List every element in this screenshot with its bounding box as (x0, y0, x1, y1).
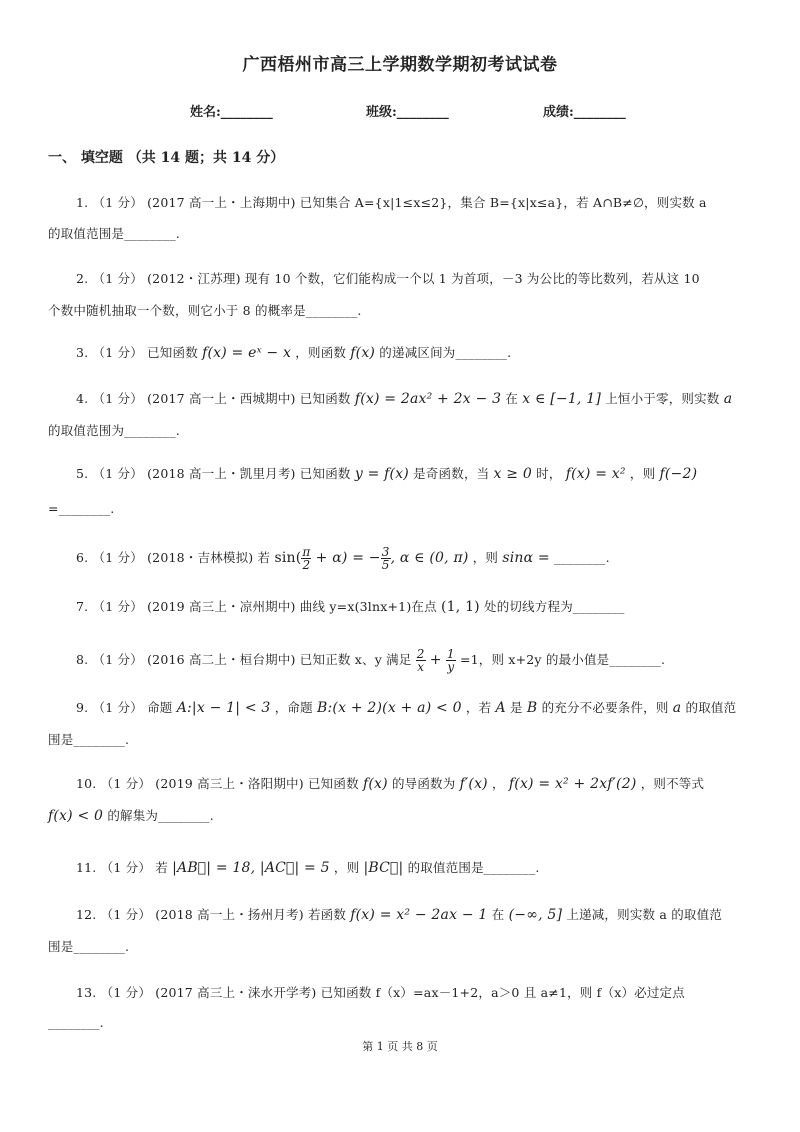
question-9-mid-2: ，若 (465, 700, 492, 715)
page-title: 广西梧州市高三上学期数学期初考试试卷 (242, 55, 558, 75)
name-field-label: 姓名:________ (190, 105, 273, 120)
question-7 (76, 597, 625, 615)
question-4-mid: 在 (505, 391, 519, 406)
question-9-suffix: 的取值范 (685, 700, 737, 715)
question-4-formula-1: f(x) = 2ax² + 2x − 3 (354, 391, 502, 407)
question-8-suffix: =1，则 x+2y 的最小值是________. (459, 652, 666, 667)
question-10-mid-1: 的导函数为 (391, 776, 456, 791)
question-5-mid-2: 时， (536, 466, 562, 481)
question-3-prefix: 3. （1 分） 已知函数 (76, 345, 198, 360)
question-6-formula-a: sin( (274, 550, 302, 566)
question-5-formula-4: f(−2) (659, 466, 698, 482)
question-9-formula-1: A:|x − 1| < 3 (176, 700, 271, 716)
question-12-formula-1: f(x) = x² − 2ax − 1 (350, 907, 488, 923)
question-4-suffix: 上恒小于零，则实数 (605, 391, 720, 406)
question-8-fraction-2-den: y (447, 660, 455, 674)
question-8-fraction-1 (416, 648, 426, 673)
question-6-fraction-2-num: 3 (381, 545, 390, 559)
question-12-mid: 在 (491, 907, 505, 922)
question-10-formula-3: f(x) = x² + 2xf′(2) (508, 776, 637, 792)
question-6-fraction-2-den: 5 (381, 558, 390, 572)
question-10-line-2-text: 的解集为________. (107, 808, 214, 823)
question-5-line-2: =________. (48, 501, 115, 516)
question-6-formula-b: + α) = − (315, 550, 381, 566)
question-9-formula-3: A (495, 700, 506, 716)
question-6-suffix: ________. (554, 550, 610, 565)
question-3 (76, 343, 511, 361)
question-3-mid: ，则函数 (295, 345, 347, 360)
question-11-prefix: 11. （1 分） 若 (76, 860, 168, 875)
question-9-line-2: 围是________. (48, 732, 130, 747)
question-4-formula-3: a (723, 391, 733, 407)
question-8-fraction-2-num: 1 (446, 647, 455, 661)
question-9-formula-2: B:(x + 2)(x + a) < 0 (317, 700, 462, 716)
question-1-line-2: 的取值范围是________. (48, 226, 180, 241)
question-10-formula-4: f(x) < 0 (48, 808, 104, 824)
question-11 (76, 858, 540, 876)
question-12-prefix: 12. （1 分） (2018 高一上・扬州月考) 若函数 (76, 907, 347, 922)
question-13-line-2: ________. (48, 1015, 104, 1030)
question-11-formula-1: |AB⃗| = 18, |AC⃗| = 5 (172, 860, 330, 876)
question-12-formula-2: (−∞, 5] (508, 907, 563, 923)
question-9-mid-1: ，命题 (274, 700, 313, 715)
question-10-formula-2: f′(x) (459, 776, 488, 792)
question-9-prefix: 9. （1 分） 命题 (76, 700, 173, 715)
question-6-formula-c: , α ∈ (0, π) (390, 550, 469, 566)
question-2-line-2: 个数中随机抽取一个数，则它小于 8 的概率是________. (48, 303, 362, 318)
question-3-formula-1: f(x) = eˣ − x (202, 345, 292, 361)
question-3-formula-2: f(x) (350, 345, 376, 361)
question-13-line-1: 13. （1 分） (2017 高三上・涞水开学考) 已知函数 f（x）=ax－1+2，a＞0 且 a≠1，则 f（x）必过定点 (76, 985, 685, 1000)
question-9-formula-5: a (672, 700, 682, 716)
question-5-line-1 (76, 464, 697, 482)
question-12-suffix: 上递减，则实数 a 的取值范 (566, 907, 723, 922)
question-6 (76, 546, 610, 571)
section-heading: 一、 填空题 （共 14 题；共 14 分） (48, 150, 285, 166)
question-7-suffix: 处的切线方程为________ (484, 599, 625, 614)
question-5-formula-1: y = f(x) (354, 466, 409, 482)
question-10-suffix: ，则不等式 (640, 776, 705, 791)
question-4-prefix: 4. （1 分） (2017 高一上・西城期中) 已知函数 (76, 391, 351, 406)
question-6-fraction-1 (301, 546, 311, 571)
question-5-mid-1: 是奇函数，当 (413, 466, 490, 481)
question-1-line-1: 1. （1 分） (2017 高一上・上海期中) 已知集合 A={x|1≤x≤2}，集合 B={x|x≤a}，若 A∩B≠∅，则实数 a (76, 195, 707, 210)
question-4-line-1 (76, 389, 732, 407)
question-8-fraction-2 (446, 648, 456, 673)
question-9-mid-3: 是 (510, 700, 523, 715)
question-4-formula-2: x ∈ [−1, 1] (522, 391, 601, 407)
question-3-suffix: 的递减区间为________. (379, 345, 512, 360)
question-8-fraction-1-num: 2 (416, 647, 425, 661)
question-12-line-1 (76, 905, 722, 923)
question-11-formula-2: |BC⃗| (363, 860, 404, 876)
class-field-label: 班级:________ (366, 105, 449, 120)
question-7-formula-1: (1, 1) (441, 599, 480, 615)
question-10-formula-1: f(x) (362, 776, 388, 792)
question-11-suffix: 的取值范围是________. (407, 860, 540, 875)
question-10-line-1 (76, 774, 704, 792)
question-2-line-1: 2. （1 分） (2012・江苏理) 现有 10 个数，它们能构成一个以 1 为首项，－3 为公比的等比数列，若从这 10 (76, 271, 700, 286)
question-8-prefix: 8. （1 分） (2016 高二上・桓台期中) 已知正数 x、y 满足 (76, 652, 412, 667)
question-8-fraction-1-den: x (417, 660, 425, 674)
question-7-prefix: 7. （1 分） (2019 高三上・凉州期中) 曲线 y=x(3lnx+1)在点 (76, 599, 437, 614)
question-9-line-1 (76, 698, 736, 716)
question-6-fraction-1-num: π (302, 545, 311, 559)
question-8-plus: + (429, 652, 442, 668)
question-11-mid: ，则 (333, 860, 360, 875)
question-4-line-2: 的取值范围为________. (48, 423, 180, 438)
question-6-fraction-2 (381, 546, 391, 571)
question-5-formula-2: x ≥ 0 (493, 466, 532, 482)
question-6-mid: ，则 (472, 550, 499, 565)
question-6-prefix: 6. （1 分） (2018・吉林模拟) 若 (76, 550, 271, 565)
question-10-mid-2: ， (492, 776, 505, 791)
question-9-formula-4: B (526, 700, 538, 716)
page-footer: 第 1 页 共 8 页 (362, 1040, 438, 1053)
question-9-mid-4: 的充分不必要条件，则 (541, 700, 669, 715)
question-5-formula-3: f(x) = x² (565, 466, 626, 482)
score-field-label: 成绩:________ (543, 105, 626, 120)
question-5-mid-3: ，则 (629, 466, 656, 481)
question-6-formula-2: sinα = (502, 550, 550, 566)
question-6-fraction-1-den: 2 (302, 558, 311, 572)
question-5-prefix: 5. （1 分） (2018 高一上・凯里月考) 已知函数 (76, 466, 351, 481)
question-10-line-2 (48, 806, 214, 824)
question-8 (76, 648, 665, 673)
question-10-prefix: 10. （1 分） (2019 高三上・洛阳期中) 已知函数 (76, 776, 359, 791)
question-12-line-2: 围是________. (48, 939, 130, 954)
